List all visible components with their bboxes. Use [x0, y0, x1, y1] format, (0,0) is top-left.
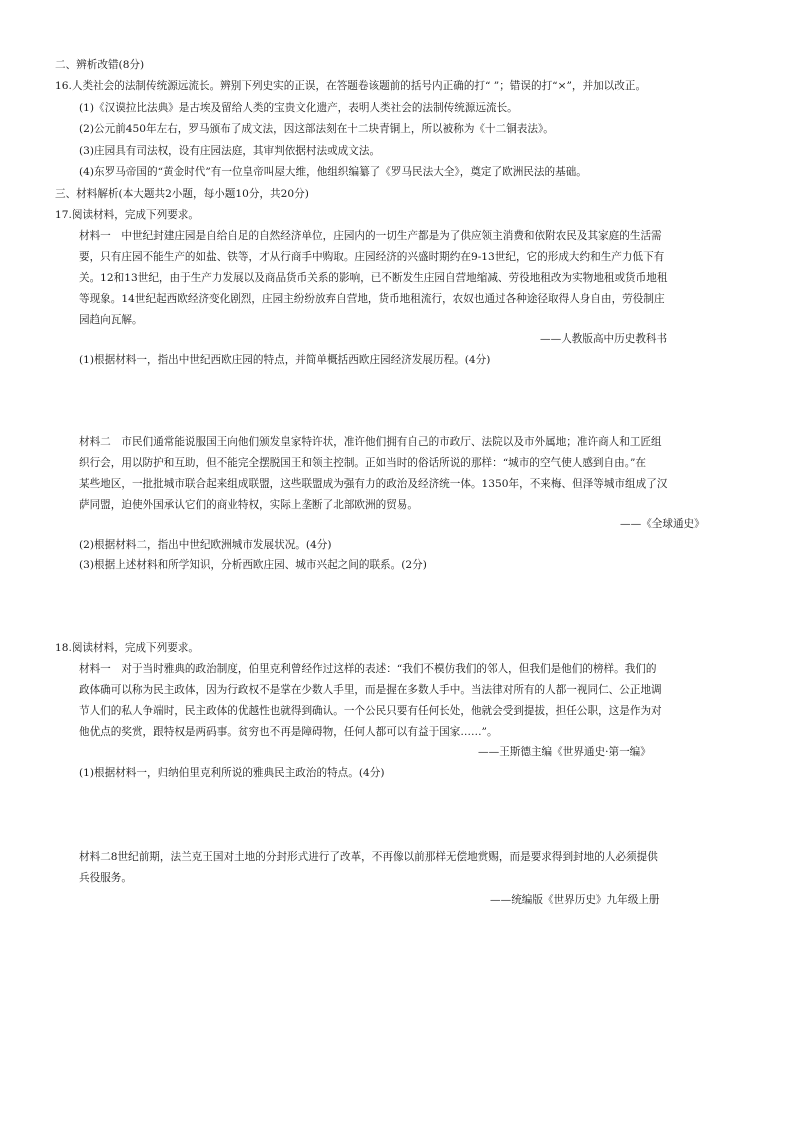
q18-material1-source: ——王斯德主编《世界通史·第一编》 [478, 746, 651, 758]
q17-material1-source: ——人教版高中历史教科书 [540, 333, 668, 345]
q17-material2-line: 材料二 市民们通常能说服国王向他们颁发皇家特许状，准许他们拥有自己的市政厅、法院以及市外属地；准许商人和工匠组 [79, 436, 662, 448]
q16-item-4: (4)东罗马帝国的“黄金时代”有一位皇帝叫屋大维，他组织编纂了《罗马民法大全》，奠定了欧洲民法的基础。 [79, 166, 587, 178]
q18-material2-line: 兵役服务。 [79, 872, 132, 884]
q17-material1-line: 要，只有庄园不能生产的如盐、铁等，才从行商手中购取。庄园经济的兴盛时期约在9-13世纪，它的形成大约和生产力低下有 [79, 251, 665, 263]
q18-material2-line: 材料二8世纪前期，法兰克王国对土地的分封形式进行了改革，不再像以前那样无偿地赏赐，而是要求得到封地的人必须提供 [79, 851, 658, 863]
q16-item-2: (2)公元前450年左右，罗马颁布了成文法，因这部法刻在十二块青铜上，所以被称为《十二铜表法》。 [79, 123, 554, 135]
q17-question-3: (3)根据上述材料和所学知识，分析西欧庄园、城市兴起之间的联系。(2分) [79, 559, 427, 571]
q18-material1-line: 节人们的私人争端时，民主政体的优越性也就得到确认。一个公民只要有任何长处，他就会受到提拔，担任公职，这是作为对 [79, 705, 662, 717]
q17-stem: 17.阅读材料，完成下列要求。 [55, 209, 199, 221]
q17-material2-line: 某些地区，一批批城市联合起来组成联盟，这些联盟成为强有力的政治及经济统一体。1350年，不来梅、但泽等城市组成了汉 [79, 478, 668, 490]
q17-material1-line: 材料一 中世纪封建庄园是自给自足的自然经济单位，庄园内的一切生产都是为了供应领主消费和依附农民及其家庭的生活需 [79, 230, 662, 242]
section-3-title: 三、材料解析(本大题共2小题，每小题10分，共20分) [55, 188, 309, 200]
q17-material1-line: 等现象。14世纪起西欧经济变化剧烈，庄园主纷纷放弃自营地，货币地租流行，农奴也通过各种途径取得人身自由，劳役制庄 [79, 293, 665, 305]
q18-stem: 18.阅读材料，完成下列要求。 [55, 642, 199, 654]
q17-material2-line: 萨同盟，迫使外国承认它们的商业特权，实际上垄断了北部欧洲的贸易。 [79, 499, 418, 511]
q18-question-1: (1)根据材料一，归纳伯里克利所说的雅典民主政治的特点。(4分) [79, 767, 385, 779]
q16-item-1: (1)《汉谟拉比法典》是古埃及留给人类的宝贵文化遗产，表明人类社会的法制传统源远流长。 [79, 102, 518, 114]
q18-material1-line: 材料一 对于当时雅典的政治制度，伯里克利曾经作过这样的表述：“我们不模仿我们的邻人，但我们是他们的榜样。我们的 [79, 663, 657, 675]
q18-material1-line: 政体确可以称为民主政体，因为行政权不是掌在少数人手里，而是握在多数人手中。当法律对所有的人都一视同仁、公正地调 [79, 684, 662, 696]
q17-question-2: (2)根据材料二，指出中世纪欧洲城市发展状况。(4分) [79, 539, 332, 551]
q16-item-3: (3)庄园具有司法权，设有庄园法庭，其审判依据村法或成文法。 [79, 145, 381, 157]
q16-stem: 16.人类社会的法制传统源远流长。辨别下列史实的正误，在答题卷该题前的括号内正确的打“ ”；错误的打“×”，并加以改正。 [55, 80, 647, 92]
q18-material1-line: 他优点的奖赏，跟特权是两码事。贫穷也不再是障碍物，任何人都可以有益于国家……”。 [79, 726, 498, 738]
q18-material2-source: ——统编版《世界历史》九年级上册 [490, 894, 660, 906]
q17-question-1: (1)根据材料一，指出中世纪西欧庄园的特点，并简单概括西欧庄园经济发展历程。(4分) [79, 354, 491, 366]
q17-material2-source: ——《全球通史》 [620, 518, 705, 530]
q17-material1-line: 园趋向瓦解。 [79, 314, 143, 326]
section-2-title: 二、辨析改错(8分) [55, 59, 145, 71]
q17-material1-line: 关。12和13世纪，由于生产力发展以及商品货币关系的影响，已不断发生庄园自营地缩减、劳役地租改为实物地租或货币地租 [79, 272, 668, 284]
q17-material2-line: 织行会，用以防护和互助，但不能完全摆脱国王和领主控制。正如当时的俗话所说的那样：“城市的空气使人感到自由。”在 [79, 457, 646, 469]
